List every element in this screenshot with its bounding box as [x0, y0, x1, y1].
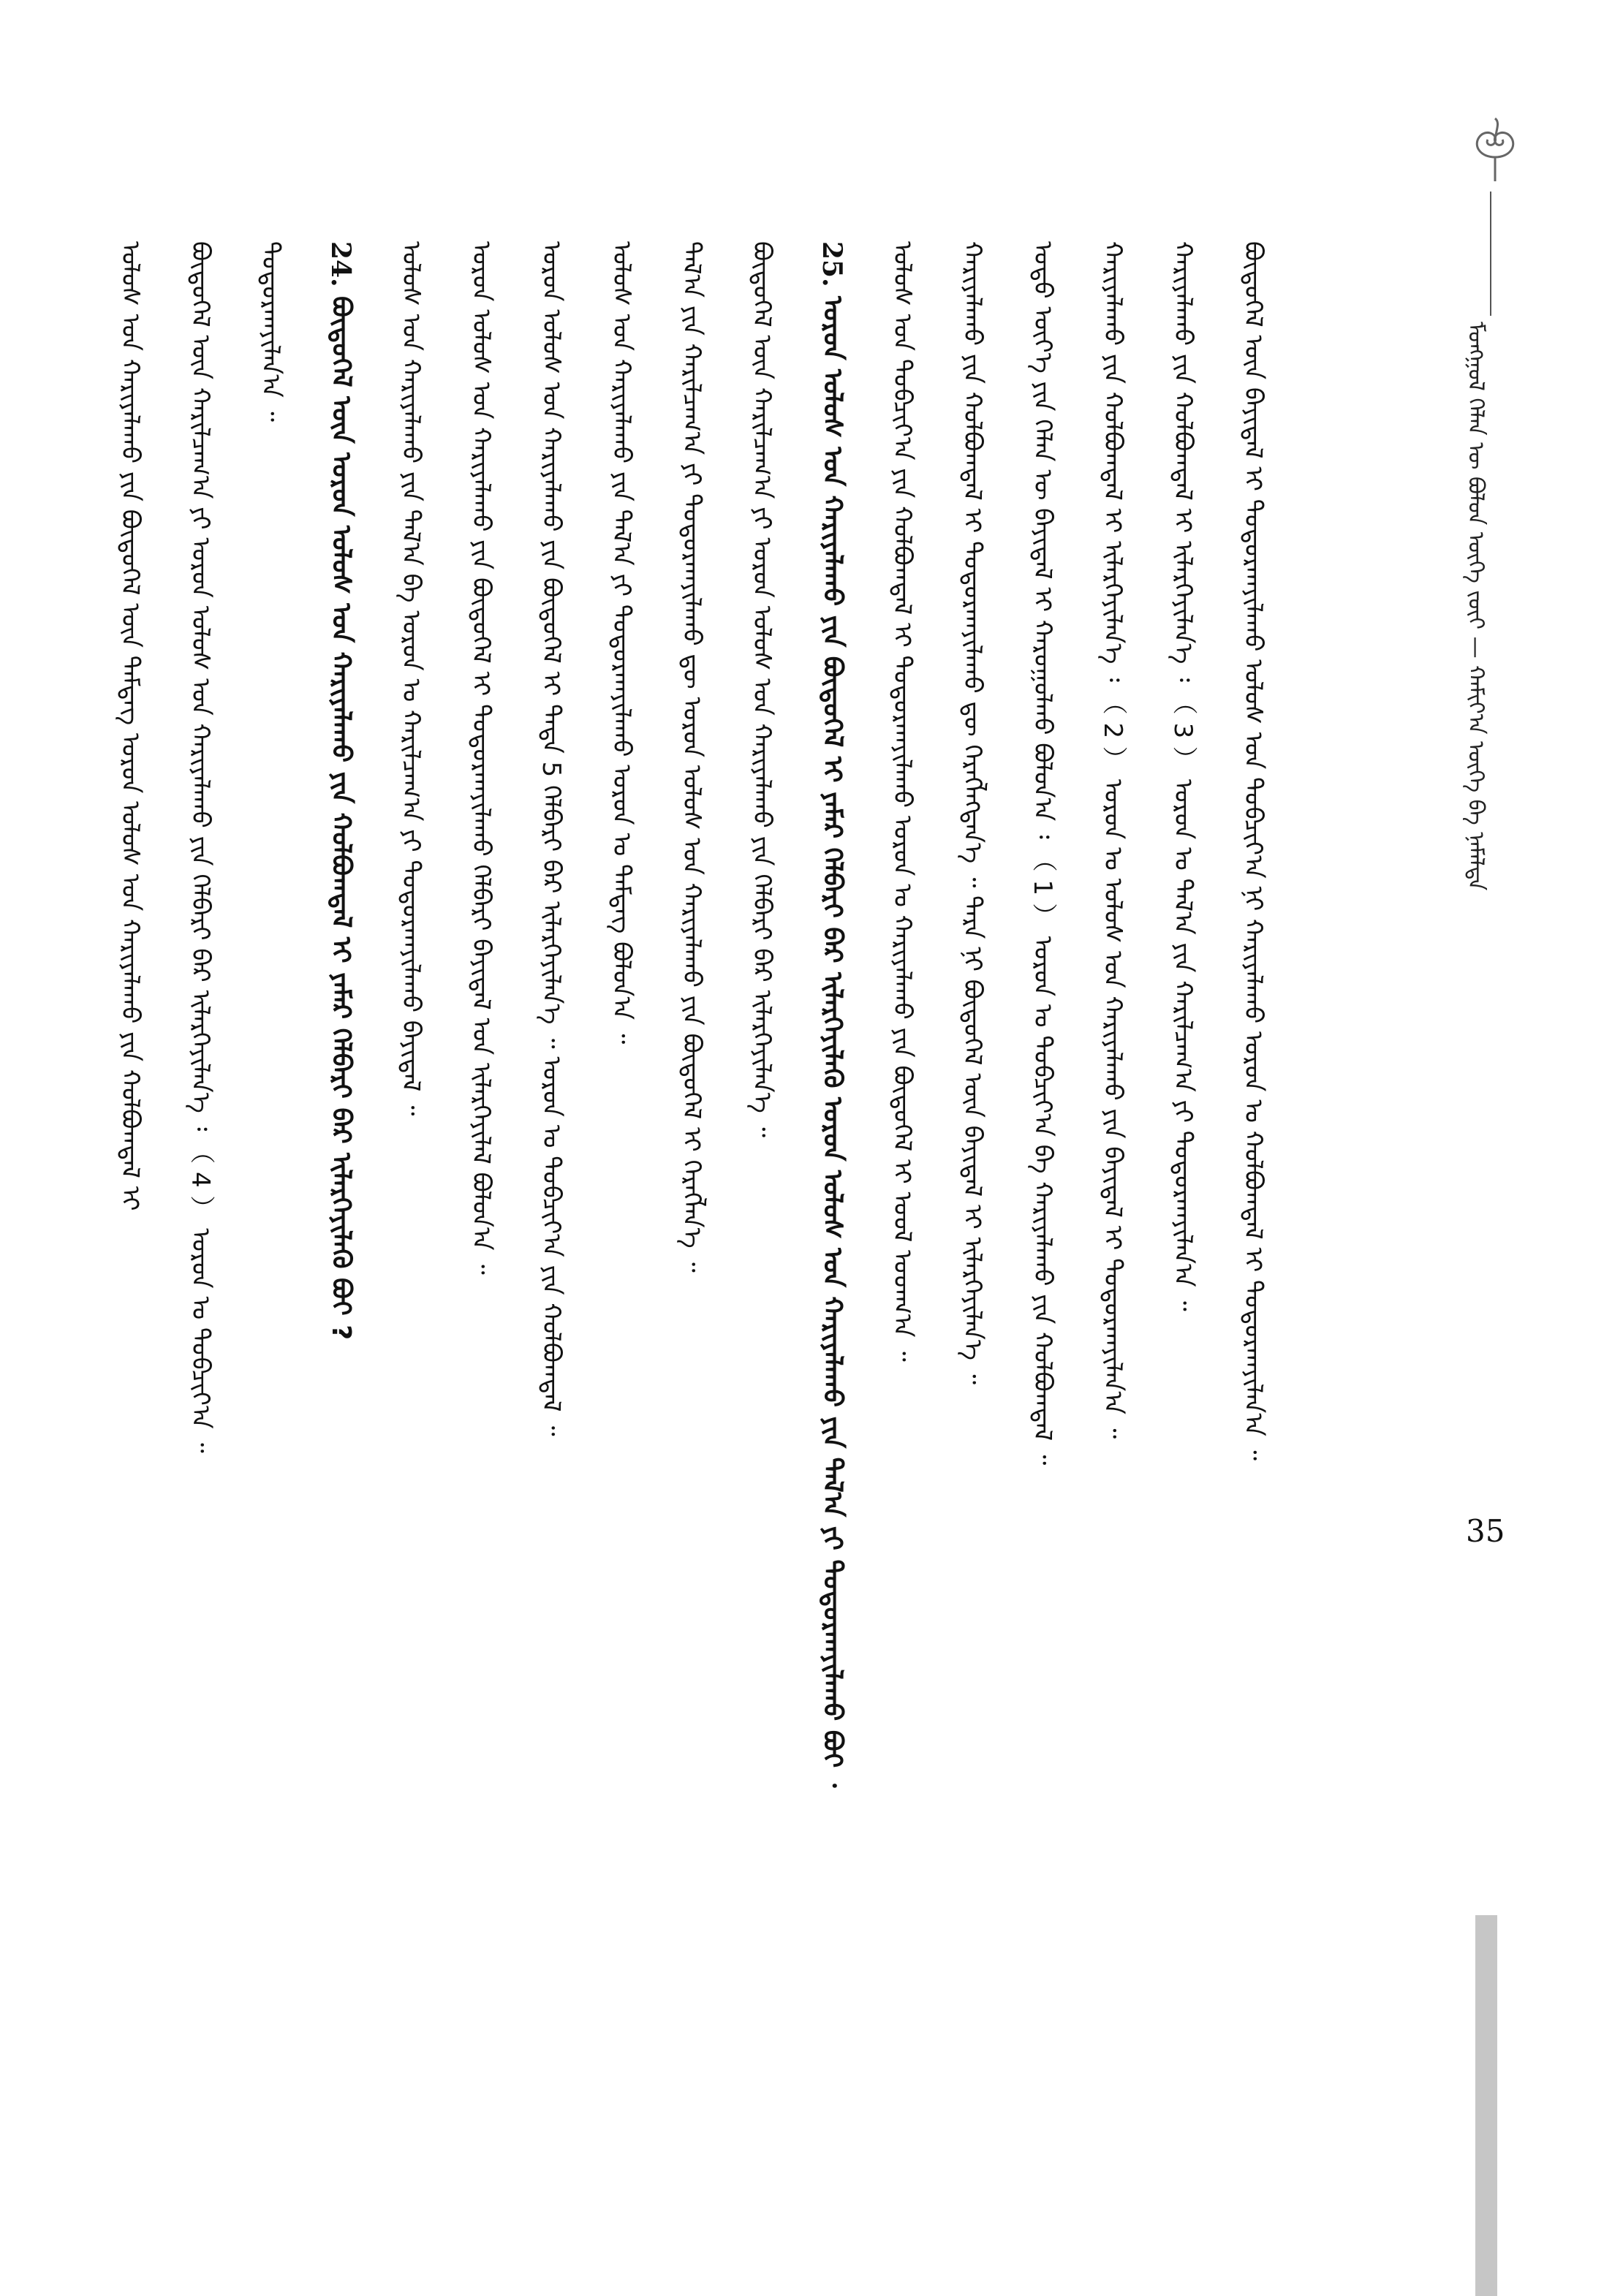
question-column — [323, 241, 358, 2032]
text-column — [253, 241, 288, 2032]
text-column — [744, 241, 779, 2032]
question-number: 24. — [325, 241, 356, 297]
scroll-ornament-icon — [1466, 117, 1524, 183]
text-column — [1025, 241, 1060, 2032]
column-text: ᠬᠠᠷᠢᠶᠠᠯᠠᠬᠤ ᠶᠢᠨ ᠬᠣᠯᠪᠣᠭᠳᠠᠯ ᠢ ᠢᠯᠡᠷᠬᠡᠶᠢᠯᠡᠨ᠎ᠡ ᠄ （ 2 ） ᠣᠷᠣᠨ ᠤ ᠤᠯᠤᠰ ᠤᠨ ᠬᠠᠷᠢᠶᠠᠯᠠᠬᠤ ᠶᠢᠨ ᠪᠠᠶᠢᠳᠠᠯ ᠢ ᠲᠣᠳᠤᠷᠬᠠᠶᠢᠯᠠᠨ᠎ᠠ ᠃ — [1098, 241, 1127, 1439]
column-text: ᠪᠦᠲᠦᠭᠡᠯ ᠦᠨ ᠬᠠᠷᠢᠯᠴᠠᠭ᠎ᠠ ᠶᠢ ᠣᠷᠣᠨ ᠤᠯᠤᠰ ᠤᠨ ᠬᠠᠷᠢᠶᠠᠯᠠᠬᠤ ᠶᠢᠨ ᠬᠡᠯᠪᠡᠷᠢ ᠪᠡᠷ ᠢᠯᠡᠷᠬᠡᠶᠢᠯᠡᠨ᠎ᠡ ᠄ （ 4 ） ᠣᠷᠣᠨ ᠤ ᠲᠣᠪᠴᠢᠶ᠎ᠠ ᠃ — [186, 241, 215, 1453]
column-text: ᠲᠣᠳᠤᠷᠬᠠᠶᠢᠯᠠᠨ᠎ᠠ ᠃ — [256, 241, 285, 422]
column-text: ᠤᠯᠤᠰ ᠤᠨ ᠲᠣᠪᠴᠢᠶ᠎ᠠ ᠶᠢᠨ ᠬᠣᠯᠪᠣᠭᠳᠠᠯ ᠢ ᠲᠣᠳᠤᠷᠬᠠᠶᠢᠯᠠᠬᠤ ᠣᠷᠣᠨ ᠤ ᠬᠠᠷᠢᠶᠠᠯᠠᠬᠤ ᠶᠢᠨ ᠪᠦᠲᠦᠭᠡᠯ ᠢ ᠤᠤᠯ ᠤᠳᠬ᠎ᠠ ᠃ — [888, 241, 917, 1362]
text-column — [1165, 241, 1200, 2032]
page-number: 35 — [1466, 1513, 1505, 1549]
column-text: ᠪᠦᠲᠦᠭᠡᠯ ᠦᠨ ᠣᠷᠣᠨ ᠤᠯᠤᠰ ᠤᠨ ᠬᠠᠷᠢᠶᠠᠯᠠᠬᠤ ᠶᠢᠨ ᠬᠣᠯᠪᠣᠭᠳᠠᠯ ᠢ ᠶᠠᠮᠠᠷ ᠬᠡᠯᠪᠡᠷᠢ ᠪᠡᠷ ᠢᠯᠡᠷᠬᠡᠶᠢᠯᠡᠬᠦ ᠪᠤᠢ ? — [326, 296, 356, 1341]
column-text: ᠣᠷᠣᠨ ᠤᠯᠤᠰ ᠤᠨ ᠬᠠᠷᠢᠶᠠᠯᠠᠬᠤ ᠶᠢᠨ ᠪᠦᠲᠦᠭᠡᠯ ᠢ ᠲᠠᠳᠠ 5 ᠬᠡᠯᠪᠡᠷᠢ ᠪᠡᠷ ᠢᠯᠡᠷᠬᠡᠶᠢᠯᠡᠨ᠎ᠡ ᠃ ᠣᠷᠣᠨ ᠤ ᠲᠣᠪᠴᠢᠶ᠎ᠠ ᠶᠢᠨ ᠬᠣᠯᠪᠣᠭᠳᠠᠯ ᠃ — [537, 241, 566, 1436]
text-column — [885, 241, 920, 2032]
column-text: ᠪᠦᠲᠦᠭᠡᠯ ᠦᠨ ᠬᠠᠷᠢᠯᠴᠠᠭ᠎ᠠ ᠶᠢ ᠣᠷᠣᠨ ᠤᠯᠤᠰ ᠤᠨ ᠬᠠᠷᠢᠶᠠᠯᠠᠬᠤ ᠶᠢᠨ ᠬᠡᠯᠪᠡᠷᠢ ᠪᠡᠷ ᠢᠯᠡᠷᠬᠡᠶᠢᠯᠡᠨ᠎ᠡ ᠃ — [747, 241, 776, 1137]
text-column — [604, 241, 639, 2032]
column-text: ᠣᠷᠣᠨ ᠤᠯᠤᠰ ᠤᠨ ᠬᠠᠷᠢᠶᠠᠯᠠᠬᠤ ᠶᠢᠨ ᠪᠦᠲᠦᠭᠡᠯ ᠢ ᠲᠣᠳᠤᠷᠬᠠᠶᠢᠯᠠᠬᠤ ᠬᠡᠯᠪᠡᠷᠢ ᠪᠠᠶᠢᠳᠠᠯ ᠤᠨ ᠢᠯᠡᠷᠬᠡᠶᠢᠯᠡᠯ ᠪᠣᠯᠤᠨ᠎ᠠ ᠃ — [466, 241, 496, 1275]
text-column — [1236, 241, 1271, 2032]
column-text: ᠤᠯᠤᠰ ᠤᠨ ᠬᠠᠷᠢᠶᠠᠯᠠᠬᠤ ᠶᠢᠨ ᠪᠦᠲᠦᠭᠡᠯ ᠦᠨ ᠲᠡᠮᠳᠡᠭ ᠣᠷᠣᠨ ᠤᠯᠤᠰ ᠤᠨ ᠬᠠᠷᠢᠶᠠᠯᠠᠬᠤ ᠶᠢᠨ ᠬᠣᠯᠪᠣᠭᠳᠠᠯ ᠢ — [116, 241, 145, 1211]
text-column — [955, 241, 990, 2032]
text-column — [674, 241, 709, 2032]
column-text: ᠲᠠᠯ᠎ᠠ ᠶᠢᠨ ᠬᠠᠷᠢᠯᠴᠠᠭ᠎ᠠ ᠶᠢ ᠲᠣᠳᠤᠷᠬᠠᠶᠢᠯᠠᠬᠤ ᠳᠦ ᠣᠷᠣᠨ ᠤᠯᠤᠰ ᠤᠨ ᠬᠠᠷᠢᠶᠠᠯᠠᠬᠤ ᠶᠢᠨ ᠪᠦᠲᠦᠭᠡᠯ ᠢ ᠬᠡᠷᠡᠭᠯᠡᠨ᠎ᠡ ᠃ — [677, 241, 706, 1273]
page-edge-tab — [1475, 1915, 1497, 2296]
question-number: 25. — [817, 241, 847, 297]
text-column — [113, 241, 148, 2032]
column-text: ᠣᠳᠣ ᠦᠶ᠎ᠡ ᠶᠢᠨ ᠬᠡᠯᠡᠨ ᠦ ᠪᠠᠶᠢᠳᠠᠯ ᠢ ᠬᠠᠷᠤᠭᠤᠯᠬᠤ ᠪᠣᠯᠤᠨ᠎ᠠ ᠄ （ 1 ） ᠣᠷᠣᠨ ᠤ ᠲᠣᠪᠴᠢᠶ᠎ᠠ ᠪᠠ ᠬᠠᠷᠢᠶᠠᠯᠠᠬᠤ ᠶᠢᠨ ᠬᠣᠯᠪᠣᠭᠳᠠᠯ ᠃ — [1028, 241, 1057, 1466]
column-text: ᠪᠦᠲᠦᠭᠡᠯ ᠦᠨ ᠪᠠᠶᠢᠳᠠᠯ ᠢ ᠲᠣᠳᠤᠷᠬᠠᠶᠢᠯᠠᠬᠤ ᠤᠯᠤᠰ ᠤᠨ ᠲᠣᠪᠴᠢᠶ᠎ᠠ ᠨᠢ ᠬᠠᠷᠢᠶᠠᠯᠠᠬᠤ ᠤᠷᠤᠨ ᠤ ᠬᠣᠯᠪᠣᠭᠳᠠᠯ ᠢ ᠲᠣᠳᠤᠷᠬᠠᠶᠢᠯᠠᠨ᠎ᠠ ᠃ — [1238, 241, 1268, 1461]
question-column — [814, 241, 850, 2032]
text-column — [393, 241, 428, 2032]
column-text: ᠤᠯᠤᠰ ᠤᠨ ᠬᠠᠷᠢᠶᠠᠯᠠᠬᠤ ᠶᠢᠨ ᠲᠠᠯ᠎ᠠ ᠪᠠ ᠣᠷᠣᠨ ᠤ ᠬᠠᠷᠢᠯᠴᠠᠭ᠎ᠠ ᠶᠢ ᠲᠣᠳᠤᠷᠬᠠᠶᠢᠯᠠᠬᠤ ᠪᠠᠶᠢᠳᠠᠯ ᠃ — [396, 241, 425, 1116]
running-header-title: ᠮᠣᠩᠭᠣᠯ ᠬᠡᠯᠡᠨ ᠦ ᠪᠣᠯᠤᠨ ᠦᠭᠡ ᠵᠦᠢ — ᠬᠠᠮᠢᠶ᠎ᠠ ᠦᠭᠡ ᠪᠠ ᠨᠡᠮᠡᠯᠲᠡ — [1463, 322, 1488, 891]
text-column — [464, 241, 499, 2032]
column-text: ᠣᠷᠣᠨ ᠤᠯᠤᠰ ᠤᠨ ᠬᠠᠷᠢᠶᠠᠯᠠᠬᠤ ᠶᠢᠨ ᠪᠦᠲᠦᠭᠡᠯ ᠢ ᠶᠠᠮᠠᠷ ᠬᠡᠯᠪᠡᠷᠢ ᠪᠡᠷ ᠢᠯᠡᠷᠬᠡᠶᠢᠯᠡᠬᠦ ᠣᠷᠣᠨ ᠤᠯᠤᠰ ᠤᠨ ᠬᠠᠷᠢᠶᠠᠯᠠᠬᠤ ᠶᠢᠨ ᠲᠠᠯ᠎ᠠ ᠶᠢ ᠲᠣᠳᠤᠷᠬᠠᠶᠢᠯᠠᠬᠤ ᠪᠤᠢ ᠂ — [817, 296, 847, 1788]
text-column — [534, 241, 569, 2032]
header-divider — [1490, 192, 1491, 316]
column-text: ᠬᠠᠷᠢᠶᠠᠯᠠᠬᠤ ᠶᠢᠨ ᠬᠣᠯᠪᠣᠭᠳᠠᠯ ᠢ ᠲᠣᠳᠤᠷᠬᠠᠶᠢᠯᠠᠬᠤ ᠳᠦ ᠬᠡᠷᠡᠭᠯᠡᠭᠳᠡᠨ᠎ᠡ ᠃ ᠲᠡᠷᠡ ᠨᠢ ᠪᠦᠲᠦᠭᠡᠯ ᠦᠨ ᠪᠠᠶᠢᠳᠠᠯ ᠢ ᠢᠯᠡᠷᠬᠡᠶᠢᠯᠡᠨ᠎ᠡ ᠃ — [958, 241, 987, 1385]
text-column — [1095, 241, 1130, 2032]
column-text: ᠬᠠᠷᠢᠶᠠᠯᠠᠬᠤ ᠶᠢᠨ ᠬᠣᠯᠪᠣᠭᠳᠠᠯ ᠢ ᠢᠯᠡᠷᠬᠡᠶᠢᠯᠡᠨ᠎ᠡ ᠄ （ 3 ） ᠣᠷᠣᠨ ᠤ ᠲᠠᠯ᠎ᠠ ᠶᠢᠨ ᠬᠠᠷᠢᠯᠴᠠᠭ᠎ᠠ ᠶᠢ ᠲᠣᠳᠤᠷᠬᠠᠶᠢᠯᠠᠨ᠎ᠠ ᠃ — [1168, 241, 1198, 1311]
text-column — [183, 241, 218, 2032]
column-text: ᠤᠯᠤᠰ ᠤᠨ ᠬᠠᠷᠢᠶᠠᠯᠠᠬᠤ ᠶᠢᠨ ᠲᠠᠯ᠎ᠠ ᠶᠢ ᠲᠣᠳᠤᠷᠬᠠᠶᠢᠯᠠᠬᠤ ᠤᠷᠤᠨ ᠤ ᠲᠡᠮᠳᠡᠭ ᠪᠣᠯᠤᠨ᠎ᠠ ᠃ — [607, 241, 636, 1045]
